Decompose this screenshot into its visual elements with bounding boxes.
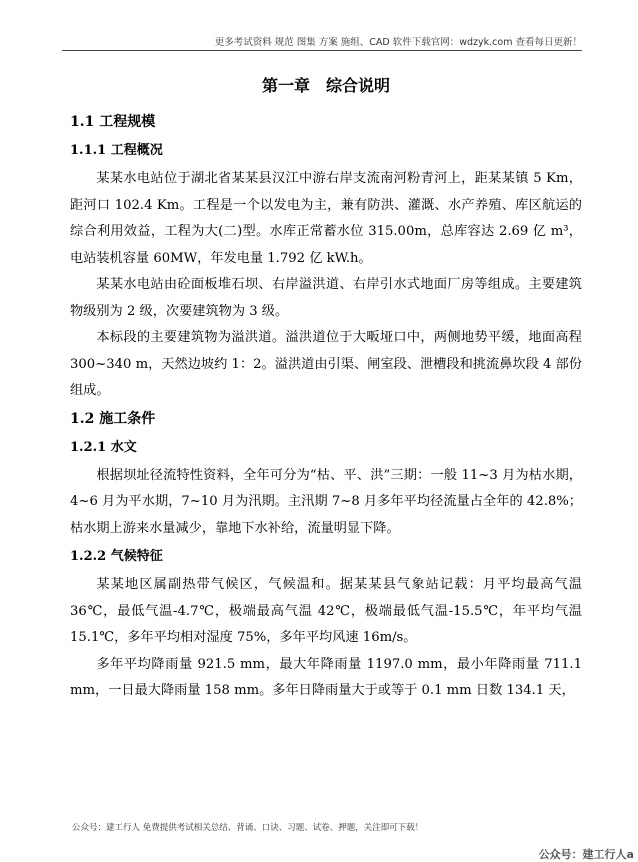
footer-note: 公众号：建工行人 免费提供考试相关总结、背诵、口诀、习题、试卷、押题，关注即可下载！ bbox=[72, 823, 424, 833]
section-heading-1-2: 1.2 施工条件 bbox=[70, 410, 156, 427]
paragraph: 某某水电站位于湖北省某某县汉江中游右岸支流南河粉青河上，距某某镇 5 Km，距河口 102.4 Km。工程是一个以发电为主，兼有防洪、灌溉、水产养殖、库区航运的综合利用效益，工程为大(二)型。水库正常蓄水位 315.00m，总库容达 2.69 亿 m³，电站装机容量 60MW，年发电量 1.792 亿 kW.h。 bbox=[70, 171, 582, 266]
paragraph: 多年平均降雨量 921.5 mm，最大年降雨量 1197.0 mm，最小年降雨量 711.1 mm，一日最大降雨量 158 mm。多年日降雨量大于或等于 0.1 mm 日数 134.1 天， bbox=[70, 656, 582, 698]
paragraph: 根据坝址径流特性资料，全年可分为“枯、平、洪”三期：一般 11~3 月为枯水期，4~6 月为平水期，7~10 月为汛期。主汛期 7~8 月多年平均径流量占全年的 42.8%；枯水期上游来水量减少，靠地下水补给，流量明显下降。 bbox=[70, 467, 582, 536]
subsection-heading-1-2-1: 1.2.1 水文 bbox=[70, 439, 137, 455]
watermark-label: 公众号：建工行人a bbox=[538, 848, 634, 861]
header-note: 更多考试资料 规范 图集 方案 施组、CAD 软件下载官网：wdzyk.com 查看每日更新！ bbox=[214, 37, 582, 48]
subsection-heading-1-2-2: 1.2.2 气候特征 bbox=[70, 549, 163, 564]
paragraph: 本标段的主要建筑物为溢洪道。溢洪道位于大畈垭口中，两侧地势平缓，地面高程 300~340 m，天然边坡约 1：2。溢洪道由引渠、闸室段、泄槽段和挑流鼻坎段 4 部份组成。 bbox=[70, 330, 582, 398]
section-heading-1-1: 1.1 工程规模 bbox=[70, 114, 156, 130]
subsection-heading-1-1-1: 1.1.1 工程概况 bbox=[70, 143, 163, 158]
chapter-title: 第一章 综合说明 bbox=[261, 76, 390, 95]
paragraph: 某某地区属副热带气候区，气候温和。据某某县气象站记载：月平均最高气温 36℃，最低气温-4.7℃，极端最高气温 42℃，极端最低气温-15.5℃，年平均气温 15.1℃，多年平均相对湿度 75%，多年平均风速 16m/s。 bbox=[70, 577, 582, 645]
paragraph: 某某水电站由砼面板堆石坝、右岸溢洪道、右岸引水式地面厂房等组成。主要建筑物级别为 2 级，次要建筑物为 3 级。 bbox=[70, 277, 582, 319]
document-body bbox=[70, 70, 582, 705]
header-divider bbox=[62, 50, 582, 51]
